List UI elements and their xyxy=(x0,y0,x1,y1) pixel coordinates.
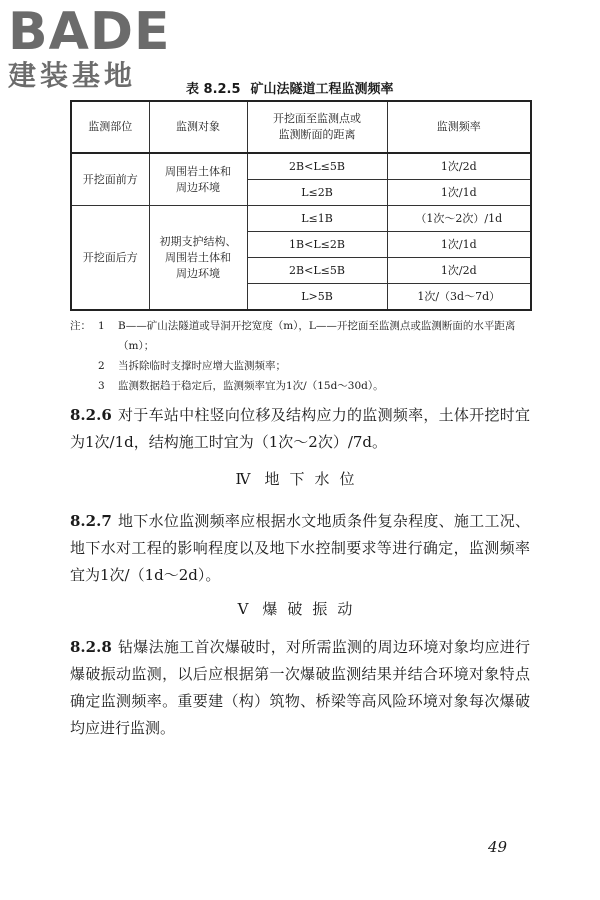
note-text: 当拆除临时支撑时应增大监测频率； xyxy=(118,360,286,372)
note-number: 1 xyxy=(98,320,105,332)
clause-number: 8.2.6 xyxy=(70,406,112,424)
clause-8-2-8 xyxy=(70,634,530,742)
table-title: 矿山法隧道工程监测频率 xyxy=(250,82,394,97)
section-number: Ⅳ xyxy=(235,470,251,488)
cell-location-back: 开挖面后方 xyxy=(71,206,149,311)
note-text: B——矿山法隧道或导洞开挖宽度（m），L——开挖面至监测点或监测断面的水平距离（m）； xyxy=(118,320,516,352)
cell-frequency: 1次/1d xyxy=(387,180,531,206)
bade-logo xyxy=(8,2,178,92)
cell-frequency: 1次/（3d～7d） xyxy=(387,284,531,311)
cell-distance: L≤1B xyxy=(247,206,387,232)
cell-frequency: （1次～2次）/1d xyxy=(387,206,531,232)
cell-object-front: 周围岩土体和 周边环境 xyxy=(149,153,247,206)
note-number: 3 xyxy=(98,380,105,392)
table-notes xyxy=(70,316,533,396)
clause-text: 对于车站中柱竖向位移及结构应力的监测频率，土体开挖时宜为1次/1d，结构施工时宜为（1次～2次）/7d。 xyxy=(70,406,530,451)
table-number: 表 8.2.5 xyxy=(186,82,241,97)
section-title: 爆破振动 xyxy=(262,600,363,618)
table-caption xyxy=(186,78,394,97)
note-text: 监测数据趋于稳定后，监测频率宜为1次/（15d～30d）。 xyxy=(118,380,384,392)
table-header-row xyxy=(71,101,531,153)
cell-distance: 1B<L≤2B xyxy=(247,232,387,258)
cell-frequency: 1次/2d xyxy=(387,258,531,284)
cell-distance: L>5B xyxy=(247,284,387,311)
section-number: Ⅴ xyxy=(237,600,249,618)
clause-text: 钻爆法施工首次爆破时，对所需监测的周边环境对象均应进行爆破振动监测，以后应根据第一次爆破监测结果并结合环境对象特点确定监测频率。重要建（构）筑物、桥梁等高风险环境对象每次爆破均应进行监测。 xyxy=(70,638,530,737)
cell-distance: 2B<L≤5B xyxy=(247,153,387,180)
section-heading-groundwater xyxy=(70,468,530,489)
header-object: 监测对象 xyxy=(149,101,247,153)
note-item xyxy=(70,376,533,396)
cell-distance: L≤2B xyxy=(247,180,387,206)
section-heading-blast-vibration xyxy=(70,598,530,619)
note-item xyxy=(70,356,533,376)
clause-8-2-7 xyxy=(70,508,530,589)
clause-number: 8.2.8 xyxy=(70,638,112,656)
cell-location-front: 开挖面前方 xyxy=(71,153,149,206)
clause-8-2-6 xyxy=(70,402,530,456)
header-distance: 开挖面至监测点或 监测断面的距离 xyxy=(247,101,387,153)
note-label: 注： xyxy=(70,320,91,332)
section-title: 地下水位 xyxy=(264,470,365,488)
cell-frequency: 1次/1d xyxy=(387,232,531,258)
cell-object-back: 初期支护结构、 周围岩土体和 周边环境 xyxy=(149,206,247,311)
logo-wordmark: BADE xyxy=(8,2,171,62)
cell-frequency: 1次/2d xyxy=(387,153,531,180)
monitoring-frequency-table xyxy=(70,100,532,311)
table-row xyxy=(71,206,531,232)
table-row xyxy=(71,153,531,180)
header-frequency: 监测频率 xyxy=(387,101,531,153)
header-location: 监测部位 xyxy=(71,101,149,153)
clause-number: 8.2.7 xyxy=(70,512,112,530)
note-item xyxy=(70,316,533,356)
page-number: 49 xyxy=(488,838,508,856)
logo-subtitle: 建装基地 xyxy=(8,59,137,92)
cell-distance: 2B<L≤5B xyxy=(247,258,387,284)
clause-text: 地下水位监测频率应根据水文地质条件复杂程度、施工工况、地下水对工程的影响程度以及地下水控制要求等进行确定，监测频率宜为1次/（1d～2d）。 xyxy=(70,512,530,584)
note-number: 2 xyxy=(98,360,105,372)
